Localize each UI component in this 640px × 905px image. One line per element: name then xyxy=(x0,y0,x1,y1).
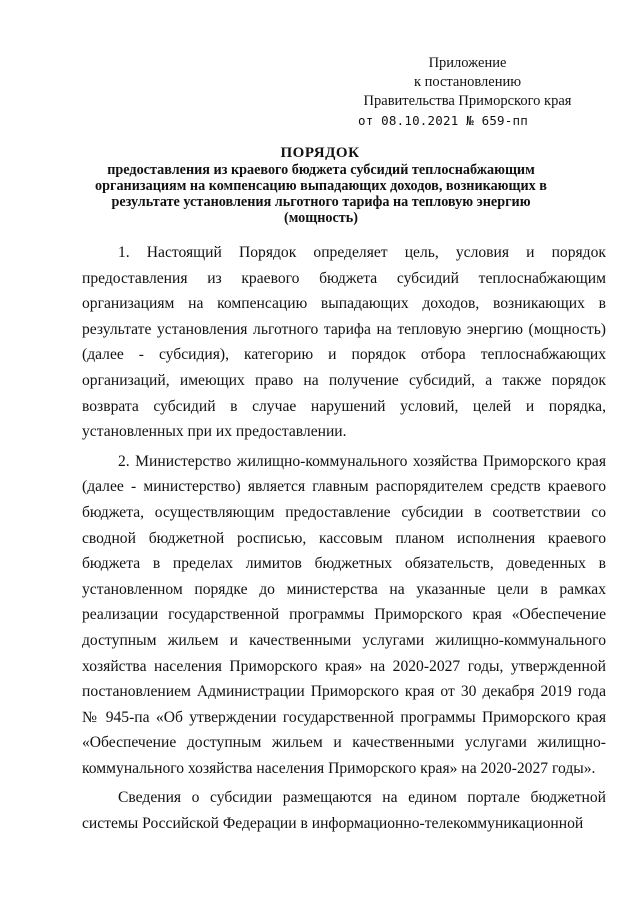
paragraph-3: Сведения о субсидии размещаются на едином портале бюджетной системы Российской Федерации в информационно-телекоммуникационной xyxy=(82,789,606,833)
appendix-reference: к постановлению xyxy=(413,74,522,90)
document-subtitle: предоставления из краевого бюджета субсидий теплоснабжающим организациям на компенсацию выпадающих доходов, возникающих в результате установления льготного тарифа на тепловую энергию (мощность) xyxy=(95,162,547,226)
paragraph-1: 1. Настоящий Порядок определяет цель, условия и порядок предоставления из краевого бюджета субсидий теплоснабжающим организациям на компенсацию выпадающих доходов, возникающих в результате установления льготного тарифа на тепловую энергию (мощность) (далее - субсидия), категорию и порядок отбора теплоснабжающих организаций, имеющих право на получение субсидий, а также порядок возврата субсидий в случае нарушений условий, целей и порядка, установленных при их предоставлении. xyxy=(82,244,606,441)
appendix-label: Приложение xyxy=(428,55,507,71)
appendix-date-number: от 08.10.2021 № 659-пп xyxy=(358,113,528,128)
appendix-authority: Правительства Приморского края xyxy=(363,93,572,109)
document-title: ПОРЯДОК xyxy=(280,145,360,161)
paragraph-2: 2. Министерство жилищно-коммунального хозяйства Приморского края (далее - министерство) является главным распорядителем средств краевого бюджета, осуществляющим предоставление субсидии в соответствии со сводной бюджетной росписью, кассовым планом исполнения краевого бюджета в пределах лимитов бюджетных обязательств, доведенных в установленном порядке до министерства на указанные цели в рамках реализации государственной программы Приморского края «Обеспечение доступным жильем и качественными услугами жилищно-коммунального хозяйства населения Приморского края» на 2020-2027 годы, утвержденной постановлением Администрации Приморского края от 30 декабря 2019 года № 945-па «Об утверждении государственной программы Приморского края «Обеспечение доступным жильем и качественными услугами жилищно-коммунального хозяйства населения Приморского края» на 2020-2027 годы». xyxy=(82,452,606,777)
appendix-block xyxy=(330,54,605,130)
document-body xyxy=(82,240,606,841)
